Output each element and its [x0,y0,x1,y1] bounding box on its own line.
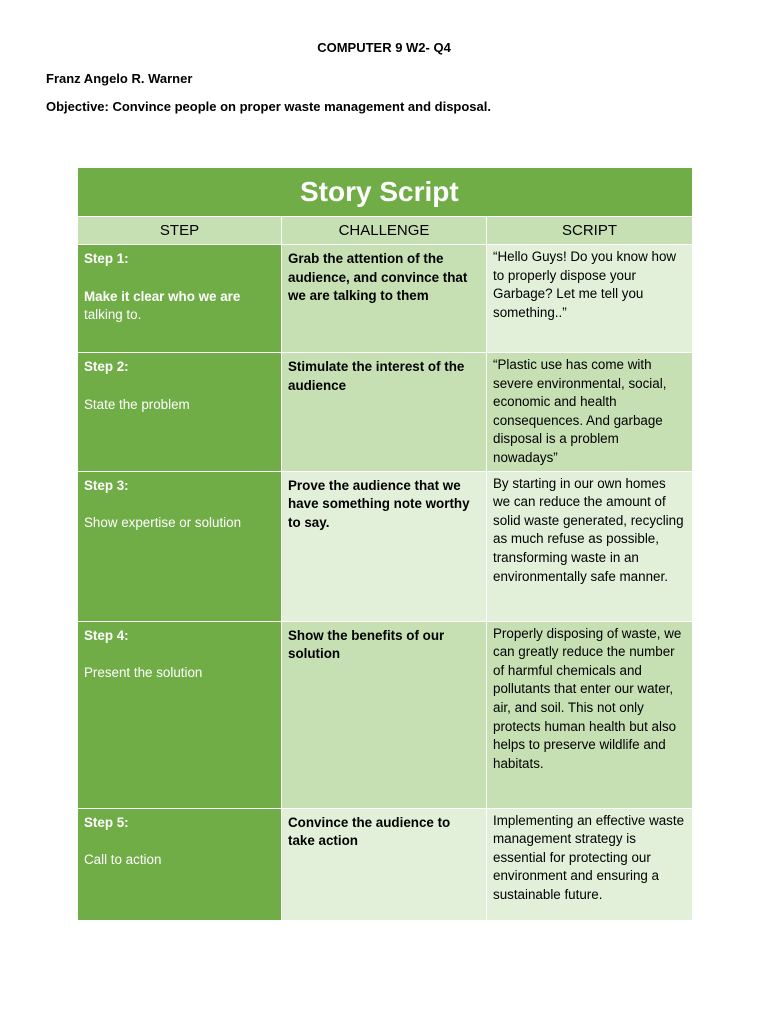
step-description: Present the solution [84,665,203,681]
script-cell [487,353,693,472]
table-row [78,808,693,920]
story-script-table [77,167,693,921]
step-cell [78,353,282,472]
step-description: Call to action [84,852,162,868]
step-description-bold: Make it clear who we are [84,288,241,304]
step-number: Step 4: [84,627,129,643]
column-header-step: STEP [78,217,282,245]
script-text: “Hello Guys! Do you know how to properly dispose your Garbage? Let me tell you something..” [493,249,677,320]
script-text: Properly disposing of waste, we can greatly reduce the number of harmful chemicals and pollutants that enter our water, air, and soil. This not only protects human health but also helps to preserve wildlife and habitats. [493,625,682,771]
script-cell [487,471,693,621]
table-row [78,621,693,808]
script-cell [487,621,693,808]
step-cell [78,245,282,353]
challenge-text: Show the benefits of our solution [288,627,445,662]
column-header-challenge: CHALLENGE [282,217,487,245]
challenge-cell [282,621,487,808]
step-description: Show expertise or solution [84,515,242,531]
challenge-cell [282,808,487,920]
script-text: Implementing an effective waste management strategy is essential for protecting our environment and ensuring a sustainable future. [493,812,685,902]
step-number: Step 3: [84,477,129,493]
step-cell [78,808,282,920]
step-cell [78,471,282,621]
document-title: COMPUTER 9 W2- Q4 [317,40,451,55]
step-number: Step 5: [84,814,129,830]
script-text: By starting in our own homes we can reduce the amount of solid waste generated, recycling as much refuse as possible, transforming waste in an environmentally safe manner. [493,475,684,584]
table-banner: Story Script [78,168,693,217]
challenge-text: Convince the audience to take action [288,814,451,849]
step-cell [78,621,282,808]
script-cell [487,808,693,920]
table-row [78,245,693,353]
script-text: “Plastic use has come with severe environmental, social, economic and health consequences. And garbage disposal is a problem nowadays” [493,357,667,465]
table-row [78,471,693,621]
challenge-cell [282,245,487,353]
script-cell [487,245,693,353]
column-header-script: SCRIPT [487,217,693,245]
challenge-cell [282,471,487,621]
step-number: Step 1: [84,251,129,266]
challenge-cell [282,353,487,472]
step-description: State the problem [84,396,190,412]
author-name: Franz Angelo R. Warner [46,71,193,86]
table-row [78,353,693,472]
challenge-text: Grab the attention of the audience, and convince that we are talking to them [288,251,468,304]
challenge-text: Stimulate the interest of the audience [288,359,465,393]
objective-line: Objective: Convince people on proper waste management and disposal. [46,99,491,114]
step-number: Step 2: [84,359,129,374]
challenge-text: Prove the audience that we have something note worthy to say. [288,477,470,530]
step-description: talking to. [84,307,142,323]
